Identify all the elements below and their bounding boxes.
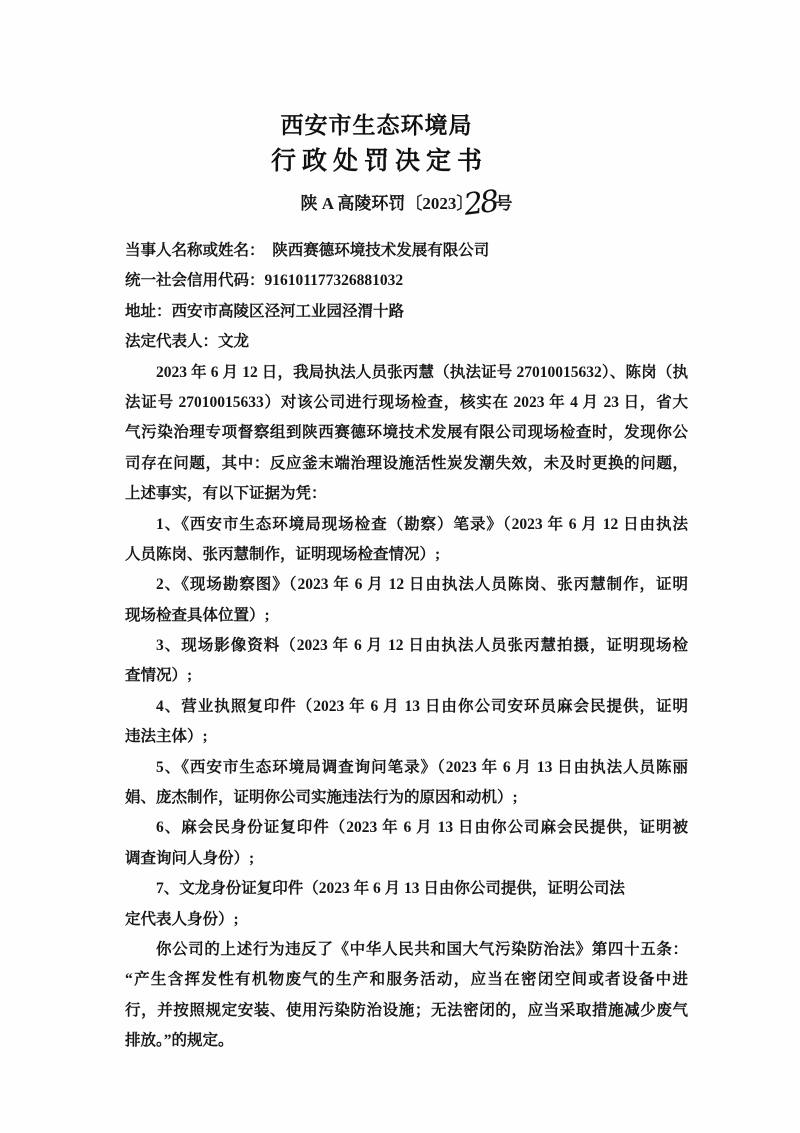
body-line: 调查询问人身份）; xyxy=(125,849,255,867)
body-line: 定代表人身份）; xyxy=(125,910,239,928)
body-line: 6、麻会民身份证复印件（2023 年 6 月 13 日由你公司麻会民提供，证明被 xyxy=(156,819,688,837)
body-line: 气污染治理专项督察组到陕西赛德环境技术发展有限公司现场检查时，发现你公 xyxy=(125,424,688,442)
doc-number-suffix: 号 xyxy=(495,194,513,213)
body-line: 当事人名称或姓名： 陕西赛德环境技术发展有限公司 xyxy=(125,242,490,259)
body-line: 2023 年 6 月 12 日，我局执法人员张丙慧（执法证号 27010015632）、陈岗（执 xyxy=(156,363,688,381)
doc-number-handwritten: 28 xyxy=(462,184,499,223)
body-line: 法定代表人：文龙 xyxy=(125,333,250,351)
doc-number xyxy=(125,182,688,223)
body-line: 4、营业执照复印件（2023 年 6 月 13 日由你公司安环员麻会民提供，证明 xyxy=(156,697,688,715)
body-line: 法证号 27010015633）对该公司进行现场检查，核实在 2023 年 4 月 23 日，省大 xyxy=(125,393,688,411)
body-line: 司存在问题，其中：反应釜末端治理设施活性炭发潮失效，未及时更换的问题， xyxy=(125,454,688,472)
body-line: 行，并按照规定安装、使用污染防治设施；无法密闭的，应当采取措施减少废气 xyxy=(125,1001,688,1019)
body-line: 5、《西安市生态环境局调查询问笔录》（2023 年 6 月 13 日由执法人员陈丽 xyxy=(156,758,688,776)
document-body xyxy=(125,236,688,1057)
body-line: 违法主体）; xyxy=(125,728,208,746)
doc-type-title: 行政处罚决定书 xyxy=(270,147,488,175)
body-line: 统一社会信用代码：916101177326881032 xyxy=(125,272,404,290)
body-line: “产生含挥发性有机物废气的生产和服务活动，应当在密闭空间或者设备中进 xyxy=(125,971,688,989)
body-line: 娟、庞杰制作，证明你公司实施违法行为的原因和动机）; xyxy=(125,789,518,807)
body-line: 7、文龙身份证复印件（2023 年 6 月 13 日由你公司提供，证明公司法 xyxy=(156,880,625,898)
body-line: 现场检查具体位置）; xyxy=(125,606,270,624)
body-line: 2、《现场勘察图》（2023 年 6 月 12 日由执法人员陈岗、张丙慧制作，证明 xyxy=(156,576,688,594)
doc-number-prefix: 陕 A 高陵环罚〔2023〕 xyxy=(300,194,474,213)
body-line: 查情况）; xyxy=(125,667,193,685)
body-line: 排放。”的规定。 xyxy=(125,1032,234,1050)
body-line: 上述事实，有以下证据为凭： xyxy=(125,485,327,503)
body-line: 地址：西安市高陵区泾河工业园泾渭十路 xyxy=(125,302,405,320)
body-line: 1、《西安市生态环境局现场检查（勘察）笔录》（2023 年 6 月 12 日由执法 xyxy=(156,515,688,533)
body-line: 3、现场影像资料（2023 年 6 月 12 日由执法人员张丙慧拍摄，证明现场检 xyxy=(156,637,688,655)
body-line: 人员陈岗、张丙慧制作，证明现场检查情况）; xyxy=(125,545,441,563)
agency-title: 西安市生态环境局 xyxy=(280,112,473,138)
body-line: 你公司的上述行为违反了《中华人民共和国大气污染防治法》第四十五条： xyxy=(156,940,688,958)
